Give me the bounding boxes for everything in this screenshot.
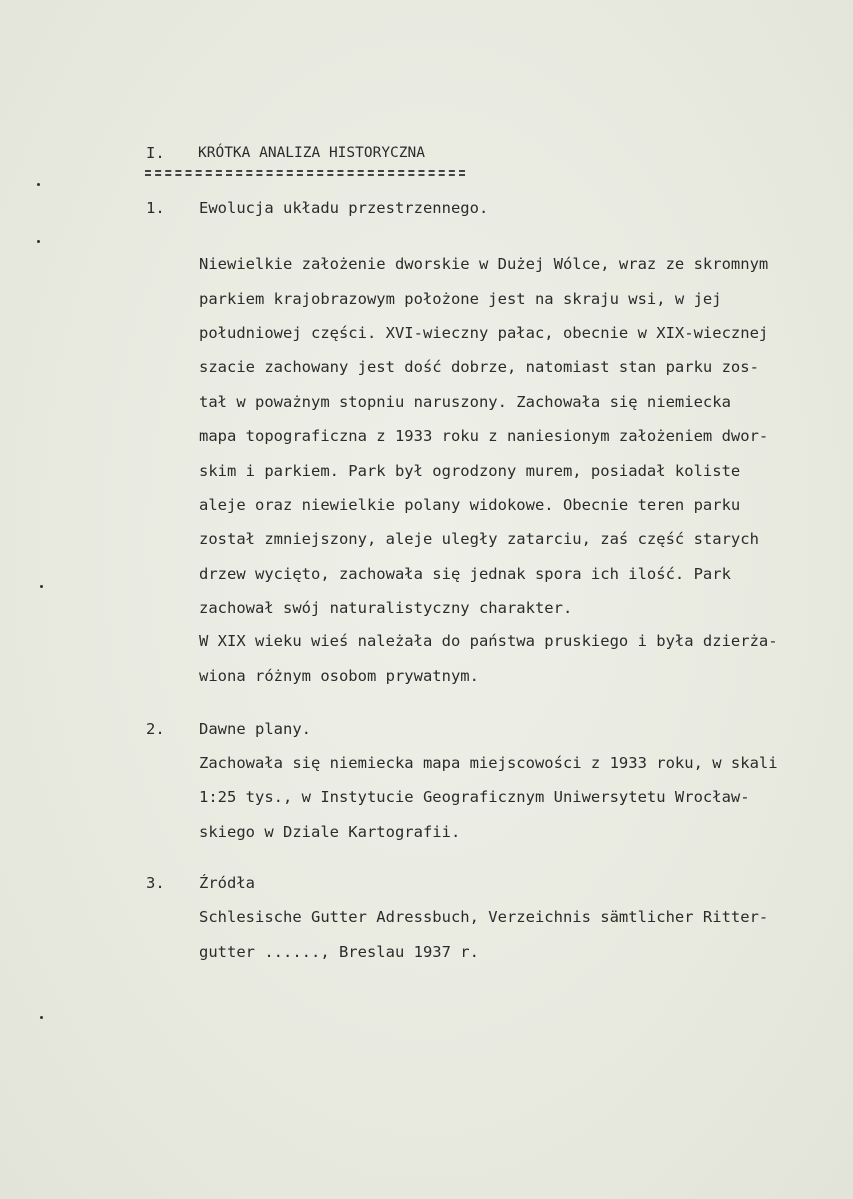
- section-1-line: południowej części. XVI-wieczny pałac, obecnie w XIX-wiecznej: [199, 324, 769, 342]
- section-3-number: 3.: [146, 874, 165, 892]
- section-1-number: 1.: [146, 199, 165, 217]
- section-1-line: szacie zachowany jest dość dobrze, natomiast stan parku zos-: [199, 358, 759, 376]
- section-1-line: Niewielkie założenie dworskie w Dużej Wólce, wraz ze skromnym: [199, 255, 769, 273]
- section-1-line: parkiem krajobrazowym położone jest na skraju wsi, w jej: [199, 290, 722, 308]
- section-1-line: aleje oraz niewielkie polany widokowe. Obecnie teren parku: [199, 496, 741, 514]
- heading-number: I.: [146, 144, 165, 162]
- margin-mark: [37, 183, 40, 186]
- section-1-line: zachował swój naturalistyczny charakter.: [199, 599, 573, 617]
- section-2-number: 2.: [146, 720, 165, 738]
- section-1-line: wiona różnym osobom prywatnym.: [199, 667, 479, 685]
- section-1-line: W XIX wieku wieś należała do państwa pruskiego i była dzierża-: [199, 632, 778, 650]
- section-1-line: skim i parkiem. Park był ogrodzony murem, posiadał koliste: [199, 462, 741, 480]
- section-3-line: Schlesische Gutter Adressbuch, Verzeichnis sämtlicher Ritter-: [199, 908, 769, 926]
- section-1-line: drzew wycięto, zachowała się jednak spora ich ilość. Park: [199, 565, 731, 583]
- section-3-line: gutter ......, Breslau 1937 r.: [199, 943, 479, 961]
- section-2-line: 1:25 tys., w Instytucie Geograficznym Uniwersytetu Wrocław-: [199, 788, 750, 806]
- margin-mark: [37, 240, 40, 243]
- heading-title: KRÓTKA ANALIZA HISTORYCZNA: [198, 145, 425, 161]
- section-1-title: Ewolucja układu przestrzennego.: [199, 199, 489, 217]
- section-2-title: Dawne plany.: [199, 720, 311, 738]
- section-1-line: tał w poważnym stopniu naruszony. Zachowała się niemiecka: [199, 393, 731, 411]
- margin-mark: [40, 585, 43, 588]
- section-2-line: Zachowała się niemiecka mapa miejscowości z 1933 roku, w skali: [199, 754, 778, 772]
- section-1-line: mapa topograficzna z 1933 roku z naniesionym założeniem dwor-: [199, 427, 769, 445]
- section-3-title: Źródła: [199, 874, 255, 892]
- margin-mark: [40, 1016, 43, 1019]
- heading-double-underline: [145, 170, 465, 176]
- section-1-line: został zmniejszony, aleje uległy zatarciu, zaś część starych: [199, 530, 759, 548]
- section-2-line: skiego w Dziale Kartografii.: [199, 823, 461, 841]
